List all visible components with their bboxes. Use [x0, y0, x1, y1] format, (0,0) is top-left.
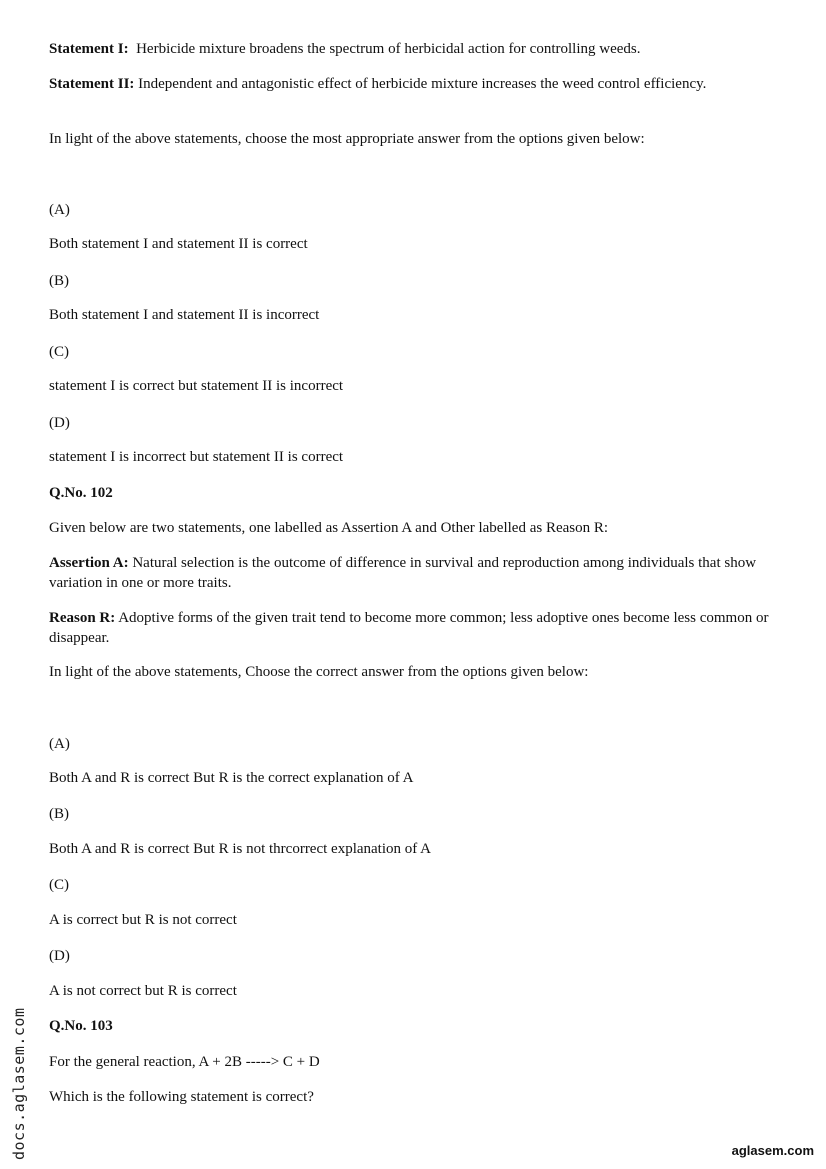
q102-option-d-text: A is not correct but R is correct: [49, 983, 237, 999]
q102-option-c-text: A is correct but R is not correct: [49, 912, 237, 928]
q102-prompt: In light of the above statements, Choose the correct answer from the options given below:: [49, 664, 589, 680]
q101-option-d-letter: (D): [49, 415, 70, 431]
q101-statement-1-label: Statement I:: [49, 41, 129, 57]
q102-intro: Given below are two statements, one labelled as Assertion A and Other labelled as Reason R:: [49, 520, 609, 536]
q101-statement-1-text: Herbicide mixture broadens the spectrum of herbicidal action for controlling weeds.: [136, 41, 641, 57]
q102-reason-label: Reason R:: [49, 610, 116, 626]
q103-number: Q.No. 103: [49, 1018, 113, 1034]
q101-option-b-letter: (B): [49, 273, 69, 289]
q102-reason-text: Adoptive forms of the given trait tend to become more common; less adoptive ones become less common or disappear.: [49, 610, 769, 646]
q102-assertion-text: Natural selection is the outcome of difference in survival and reproduction among individuals that show variation in one or more traits.: [49, 555, 757, 591]
q102-option-b-text: Both A and R is correct But R is not thrcorrect explanation of A: [49, 841, 432, 857]
q103-reaction: For the general reaction, A + 2B -----> C + D: [49, 1054, 320, 1070]
q102-assertion: [49, 553, 779, 593]
q101-option-c-letter: (C): [49, 344, 69, 360]
q101-statement-2: [49, 74, 779, 94]
q102-option-a-letter: (A): [49, 736, 70, 752]
q101-statement-2-label: Statement II:: [49, 76, 135, 92]
q101-prompt: In light of the above statements, choose the most appropriate answer from the options given below:: [49, 131, 645, 147]
q101-option-b-text: Both statement I and statement II is incorrect: [49, 307, 320, 323]
q101-statement-2-text: Independent and antagonistic effect of herbicide mixture increases the weed control efficiency.: [138, 76, 707, 92]
q102-option-b-letter: (B): [49, 806, 69, 822]
q101-option-d-text: statement I is incorrect but statement II is correct: [49, 449, 344, 465]
footer-brand: aglasem.com: [731, 1143, 814, 1158]
q102-reason: [49, 608, 779, 648]
q101-option-c-text: statement I is correct but statement II is incorrect: [49, 378, 344, 394]
q102-option-c-letter: (C): [49, 877, 69, 893]
q103-question: Which is the following statement is correct?: [49, 1089, 314, 1105]
q101-option-a-text: Both statement I and statement II is correct: [49, 236, 308, 252]
q102-assertion-label: Assertion A:: [49, 555, 129, 571]
q102-option-a-text: Both A and R is correct But R is the correct explanation of A: [49, 770, 414, 786]
q101-statement-1: [49, 39, 779, 59]
q101-option-a-letter: (A): [49, 202, 70, 218]
q102-number: Q.No. 102: [49, 485, 113, 501]
side-watermark: docs.aglasem.com: [10, 1007, 28, 1160]
q102-option-d-letter: (D): [49, 948, 70, 964]
